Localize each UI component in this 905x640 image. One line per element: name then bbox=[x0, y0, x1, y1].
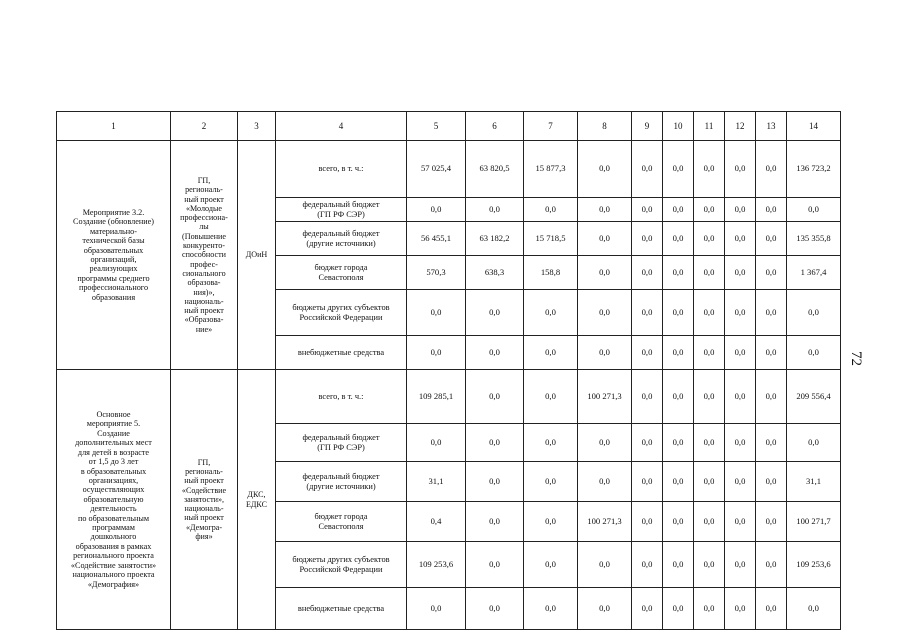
value-cell: 570,3 bbox=[407, 256, 466, 290]
value-cell: 135 355,8 bbox=[787, 222, 841, 256]
value-cell: 0,0 bbox=[663, 462, 694, 502]
value-cell: 0,0 bbox=[663, 542, 694, 588]
value-cell: 0,0 bbox=[725, 141, 756, 198]
value-cell: 0,0 bbox=[524, 542, 578, 588]
value-cell: 0,0 bbox=[694, 424, 725, 462]
value-cell: 100 271,3 bbox=[578, 370, 632, 424]
value-cell: 63 182,2 bbox=[466, 222, 524, 256]
value-cell: 0,0 bbox=[466, 198, 524, 222]
header-cell: 6 bbox=[466, 112, 524, 141]
value-cell: 0,0 bbox=[466, 462, 524, 502]
value-cell: 158,8 bbox=[524, 256, 578, 290]
table-row bbox=[57, 141, 841, 198]
funding-source-cell: всего, в т. ч.: bbox=[276, 370, 407, 424]
table-body bbox=[57, 112, 841, 630]
value-cell: 0,0 bbox=[632, 542, 663, 588]
header-cell: 2 bbox=[171, 112, 238, 141]
value-cell: 0,0 bbox=[725, 256, 756, 290]
funding-source-cell: бюджеты других субъектов Российской Федерации bbox=[276, 542, 407, 588]
value-cell: 0,4 bbox=[407, 502, 466, 542]
value-cell: 56 455,1 bbox=[407, 222, 466, 256]
value-cell: 0,0 bbox=[466, 542, 524, 588]
value-cell: 0,0 bbox=[694, 336, 725, 370]
value-cell: 100 271,7 bbox=[787, 502, 841, 542]
value-cell: 0,0 bbox=[725, 424, 756, 462]
funding-source-cell: бюджет города Севастополя bbox=[276, 502, 407, 542]
value-cell: 0,0 bbox=[694, 256, 725, 290]
value-cell: 0,0 bbox=[694, 198, 725, 222]
value-cell: 57 025,4 bbox=[407, 141, 466, 198]
basis-cell: ГП, региональ- ный проект «Молодые профессиона- лы (Повышение конкуренто- способности профес- сионального образова- ния)», националь- ный проект «Образова- ние» bbox=[171, 141, 238, 370]
funding-source-cell: внебюджетные средства bbox=[276, 588, 407, 630]
value-cell: 0,0 bbox=[663, 424, 694, 462]
value-cell: 0,0 bbox=[756, 256, 787, 290]
header-cell: 9 bbox=[632, 112, 663, 141]
value-cell: 0,0 bbox=[725, 198, 756, 222]
value-cell: 0,0 bbox=[407, 424, 466, 462]
value-cell: 0,0 bbox=[756, 424, 787, 462]
value-cell: 0,0 bbox=[466, 424, 524, 462]
header-cell: 4 bbox=[276, 112, 407, 141]
value-cell: 0,0 bbox=[578, 542, 632, 588]
value-cell: 109 285,1 bbox=[407, 370, 466, 424]
value-cell: 0,0 bbox=[466, 588, 524, 630]
value-cell: 100 271,3 bbox=[578, 502, 632, 542]
value-cell: 15 718,5 bbox=[524, 222, 578, 256]
value-cell: 0,0 bbox=[694, 370, 725, 424]
value-cell: 0,0 bbox=[756, 462, 787, 502]
value-cell: 0,0 bbox=[787, 336, 841, 370]
value-cell: 0,0 bbox=[632, 336, 663, 370]
value-cell: 15 877,3 bbox=[524, 141, 578, 198]
value-cell: 31,1 bbox=[787, 462, 841, 502]
header-row bbox=[57, 112, 841, 141]
value-cell: 0,0 bbox=[407, 336, 466, 370]
value-cell: 0,0 bbox=[578, 462, 632, 502]
value-cell: 0,0 bbox=[663, 502, 694, 542]
value-cell: 0,0 bbox=[787, 588, 841, 630]
value-cell: 0,0 bbox=[756, 141, 787, 198]
value-cell: 0,0 bbox=[578, 222, 632, 256]
value-cell: 0,0 bbox=[632, 370, 663, 424]
funding-source-cell: бюджет города Севастополя bbox=[276, 256, 407, 290]
value-cell: 0,0 bbox=[694, 141, 725, 198]
value-cell: 0,0 bbox=[632, 222, 663, 256]
value-cell: 0,0 bbox=[466, 336, 524, 370]
value-cell: 0,0 bbox=[524, 370, 578, 424]
executor-cell: ДКС, ЕДКС bbox=[238, 370, 276, 630]
value-cell: 0,0 bbox=[756, 502, 787, 542]
value-cell: 0,0 bbox=[632, 424, 663, 462]
value-cell: 0,0 bbox=[578, 141, 632, 198]
value-cell: 0,0 bbox=[756, 336, 787, 370]
value-cell: 0,0 bbox=[725, 542, 756, 588]
value-cell: 0,0 bbox=[787, 290, 841, 336]
value-cell: 0,0 bbox=[524, 290, 578, 336]
value-cell: 0,0 bbox=[694, 290, 725, 336]
value-cell: 0,0 bbox=[725, 222, 756, 256]
header-cell: 12 bbox=[725, 112, 756, 141]
value-cell: 0,0 bbox=[663, 336, 694, 370]
value-cell: 0,0 bbox=[466, 502, 524, 542]
value-cell: 0,0 bbox=[694, 542, 725, 588]
value-cell: 0,0 bbox=[578, 256, 632, 290]
value-cell: 0,0 bbox=[725, 502, 756, 542]
value-cell: 0,0 bbox=[407, 198, 466, 222]
value-cell: 0,0 bbox=[663, 141, 694, 198]
header-cell: 11 bbox=[694, 112, 725, 141]
funding-source-cell: федеральный бюджет (другие источники) bbox=[276, 462, 407, 502]
header-cell: 7 bbox=[524, 112, 578, 141]
header-cell: 13 bbox=[756, 112, 787, 141]
value-cell: 0,0 bbox=[756, 542, 787, 588]
funding-source-cell: внебюджетные средства bbox=[276, 336, 407, 370]
measure-cell: Основное мероприятие 5. Создание дополнительных мест для детей в возрасте от 1,5 до 3 лет в образовательных организациях, осуществляющих образовательную деятельность по образовательным программам дошкольного образования в рамках регионального проекта «Содействие занятости» национального проекта «Демография» bbox=[57, 370, 171, 630]
value-cell: 0,0 bbox=[524, 198, 578, 222]
value-cell: 0,0 bbox=[632, 502, 663, 542]
funding-source-cell: федеральный бюджет (другие источники) bbox=[276, 222, 407, 256]
value-cell: 0,0 bbox=[632, 588, 663, 630]
value-cell: 0,0 bbox=[787, 424, 841, 462]
value-cell: 0,0 bbox=[632, 256, 663, 290]
funding-source-cell: федеральный бюджет (ГП РФ СЭР) bbox=[276, 424, 407, 462]
value-cell: 0,0 bbox=[787, 198, 841, 222]
value-cell: 0,0 bbox=[524, 424, 578, 462]
header-cell: 14 bbox=[787, 112, 841, 141]
value-cell: 0,0 bbox=[578, 290, 632, 336]
value-cell: 63 820,5 bbox=[466, 141, 524, 198]
value-cell: 0,0 bbox=[407, 290, 466, 336]
value-cell: 0,0 bbox=[725, 370, 756, 424]
value-cell: 0,0 bbox=[663, 370, 694, 424]
value-cell: 0,0 bbox=[756, 370, 787, 424]
value-cell: 0,0 bbox=[578, 336, 632, 370]
table-row bbox=[57, 370, 841, 424]
value-cell: 0,0 bbox=[725, 588, 756, 630]
value-cell: 0,0 bbox=[756, 222, 787, 256]
value-cell: 0,0 bbox=[632, 198, 663, 222]
value-cell: 0,0 bbox=[466, 290, 524, 336]
value-cell: 0,0 bbox=[725, 462, 756, 502]
header-cell: 8 bbox=[578, 112, 632, 141]
value-cell: 0,0 bbox=[632, 141, 663, 198]
value-cell: 0,0 bbox=[663, 290, 694, 336]
value-cell: 109 253,6 bbox=[787, 542, 841, 588]
value-cell: 1 367,4 bbox=[787, 256, 841, 290]
value-cell: 0,0 bbox=[524, 588, 578, 630]
funding-source-cell: всего, в т. ч.: bbox=[276, 141, 407, 198]
value-cell: 0,0 bbox=[725, 336, 756, 370]
header-cell: 10 bbox=[663, 112, 694, 141]
value-cell: 0,0 bbox=[632, 462, 663, 502]
value-cell: 109 253,6 bbox=[407, 542, 466, 588]
value-cell: 0,0 bbox=[694, 588, 725, 630]
value-cell: 0,0 bbox=[663, 198, 694, 222]
value-cell: 0,0 bbox=[407, 588, 466, 630]
value-cell: 136 723,2 bbox=[787, 141, 841, 198]
value-cell: 0,0 bbox=[524, 462, 578, 502]
value-cell: 31,1 bbox=[407, 462, 466, 502]
value-cell: 0,0 bbox=[524, 502, 578, 542]
value-cell: 0,0 bbox=[632, 290, 663, 336]
value-cell: 0,0 bbox=[756, 198, 787, 222]
value-cell: 209 556,4 bbox=[787, 370, 841, 424]
value-cell: 0,0 bbox=[694, 502, 725, 542]
value-cell: 0,0 bbox=[756, 290, 787, 336]
header-cell: 1 bbox=[57, 112, 171, 141]
header-cell: 3 bbox=[238, 112, 276, 141]
header-cell: 5 bbox=[407, 112, 466, 141]
executor-cell: ДОиН bbox=[238, 141, 276, 370]
basis-cell: ГП, региональ- ный проект «Содействие занятости», националь- ный проект «Демогра- фия» bbox=[171, 370, 238, 630]
value-cell: 638,3 bbox=[466, 256, 524, 290]
value-cell: 0,0 bbox=[466, 370, 524, 424]
value-cell: 0,0 bbox=[663, 588, 694, 630]
value-cell: 0,0 bbox=[524, 336, 578, 370]
value-cell: 0,0 bbox=[578, 588, 632, 630]
page-number: 72 bbox=[848, 351, 864, 366]
measure-cell: Мероприятие 3.2. Создание (обновление) материально- технической базы образовательных организаций, реализующих программы среднего профессионального образования bbox=[57, 141, 171, 370]
value-cell: 0,0 bbox=[578, 198, 632, 222]
value-cell: 0,0 bbox=[725, 290, 756, 336]
value-cell: 0,0 bbox=[578, 424, 632, 462]
funding-source-cell: федеральный бюджет (ГП РФ СЭР) bbox=[276, 198, 407, 222]
value-cell: 0,0 bbox=[663, 222, 694, 256]
value-cell: 0,0 bbox=[756, 588, 787, 630]
funding-table bbox=[56, 111, 841, 630]
value-cell: 0,0 bbox=[694, 222, 725, 256]
value-cell: 0,0 bbox=[694, 462, 725, 502]
funding-source-cell: бюджеты других субъектов Российской Федерации bbox=[276, 290, 407, 336]
value-cell: 0,0 bbox=[663, 256, 694, 290]
